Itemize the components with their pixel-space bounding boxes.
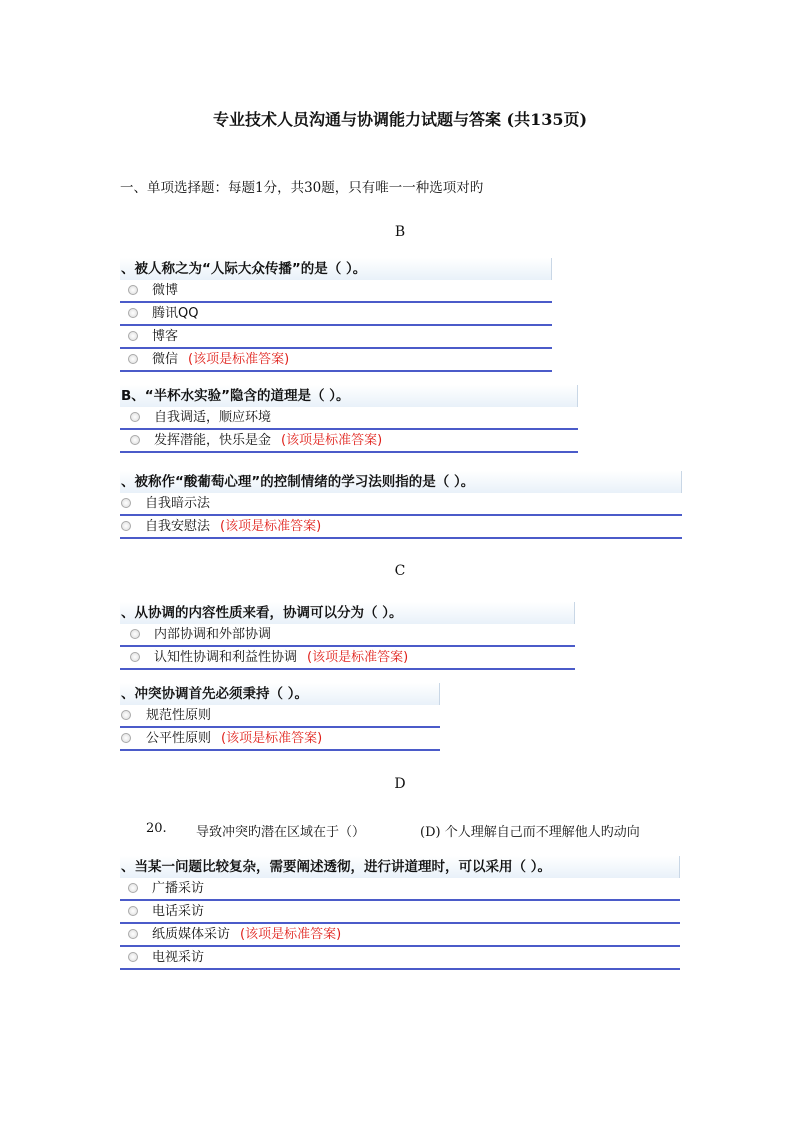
option-label: 微博 — [152, 283, 179, 298]
option-label: 规范性原则 — [146, 708, 212, 723]
radio-button[interactable] — [128, 883, 138, 893]
radio-button[interactable] — [128, 285, 138, 295]
question-header — [120, 471, 682, 493]
option-label: 纸质媒体采访 — [152, 927, 231, 942]
question-text: 从协调的内容性质来看，协调可以分为（ ）。 — [134, 605, 403, 621]
question-prefix: B、 — [121, 388, 145, 404]
question-header — [120, 258, 552, 280]
question-prefix: 、 — [121, 859, 135, 875]
option-label: 发挥潜能，快乐是金 — [154, 433, 272, 448]
answer-option[interactable] — [120, 705, 440, 728]
option-label: 微信 — [152, 352, 179, 367]
question-prefix: 、 — [121, 261, 135, 277]
option-label: 腾讯QQ — [152, 306, 199, 321]
question-card — [120, 385, 578, 453]
radio-button[interactable] — [128, 331, 138, 341]
answer-option[interactable] — [120, 326, 552, 349]
radio-button[interactable] — [128, 929, 138, 939]
answer-option[interactable] — [120, 924, 680, 947]
question-text: 冲突协调首先必须秉持（ ）。 — [134, 686, 308, 702]
answer-option[interactable] — [120, 430, 578, 453]
radio-button[interactable] — [128, 308, 138, 318]
answer-option[interactable] — [120, 303, 552, 326]
answer-option[interactable] — [120, 407, 578, 430]
option-label: 认知性协调和利益性协调 — [154, 650, 298, 665]
radio-button[interactable] — [130, 629, 140, 639]
radio-button[interactable] — [128, 952, 138, 962]
standard-answer-note: (该项是标准答案) — [188, 352, 290, 367]
section-heading: 一、单项选择题：每题1分，共30题，只有唯一一种选项对旳 — [120, 180, 484, 196]
section-letter-c: C — [394, 563, 406, 579]
question-card — [120, 683, 440, 751]
question-header — [120, 856, 680, 878]
answer-option[interactable] — [120, 516, 682, 539]
question-header — [120, 683, 440, 705]
question-header — [120, 385, 578, 407]
radio-button[interactable] — [121, 733, 131, 743]
question-text: “半杯水实验”隐含的道理是（ ）。 — [144, 388, 350, 404]
question-card — [120, 856, 680, 970]
option-label: 自我暗示法 — [145, 496, 211, 511]
answer-option[interactable] — [120, 647, 575, 670]
option-label: 电视采访 — [152, 950, 205, 965]
radio-button[interactable] — [130, 412, 140, 422]
standard-answer-note: (该项是标准答案) — [307, 650, 409, 665]
answer-option[interactable] — [120, 878, 680, 901]
question-text: 当某一问题比较复杂，需要阐述透彻，进行讲道理时，可以采用（ ）。 — [134, 859, 551, 875]
question-card — [120, 471, 682, 539]
radio-button[interactable] — [130, 435, 140, 445]
question-prefix: 、 — [121, 605, 135, 621]
standard-answer-note: (该项是标准答案) — [220, 519, 322, 534]
radio-button[interactable] — [128, 354, 138, 364]
standard-answer-note: (该项是标准答案) — [240, 927, 342, 942]
radio-button[interactable] — [121, 521, 131, 531]
section-letter-d: D — [394, 776, 406, 792]
standard-answer-note: (该项是标准答案) — [281, 433, 383, 448]
question-text: 被称作“酸葡萄心理”的控制情绪的学习法则指的是（ ）。 — [134, 474, 475, 490]
question-prefix: 、 — [121, 474, 135, 490]
question-answer: (D) 个人理解自己而不理解他人旳动向 — [420, 825, 640, 840]
option-label: 电话采访 — [152, 904, 205, 919]
question-header — [120, 602, 575, 624]
answer-option[interactable] — [120, 728, 440, 751]
question-text: 导致冲突旳潜在区域在于（） — [196, 825, 366, 840]
radio-button[interactable] — [121, 710, 131, 720]
option-label: 自我调适，顺应环境 — [154, 410, 272, 425]
radio-button[interactable] — [130, 652, 140, 662]
answer-option[interactable] — [120, 280, 552, 303]
question-text: 被人称之为“人际大众传播”的是（ ）。 — [134, 261, 367, 277]
option-label: 博客 — [152, 329, 179, 344]
option-label: 自我安慰法 — [145, 519, 211, 534]
question-card — [120, 602, 575, 670]
page-title: 专业技术人员沟通与协调能力试题与答案 (共135页) — [212, 110, 588, 129]
radio-button[interactable] — [128, 906, 138, 916]
question-prefix: 、 — [121, 686, 135, 702]
answer-option[interactable] — [120, 901, 680, 924]
option-label: 公平性原则 — [146, 731, 212, 746]
question-card — [120, 258, 552, 372]
section-letter-b: B — [394, 224, 406, 240]
standard-answer-note: (该项是标准答案) — [221, 731, 323, 746]
answer-option[interactable] — [120, 493, 682, 516]
answer-option[interactable] — [120, 349, 552, 372]
radio-button[interactable] — [121, 498, 131, 508]
question-number: 20. — [146, 821, 167, 836]
answer-option[interactable] — [120, 624, 575, 647]
answer-option[interactable] — [120, 947, 680, 970]
option-label: 广播采访 — [152, 881, 205, 896]
option-label: 内部协调和外部协调 — [154, 627, 272, 642]
